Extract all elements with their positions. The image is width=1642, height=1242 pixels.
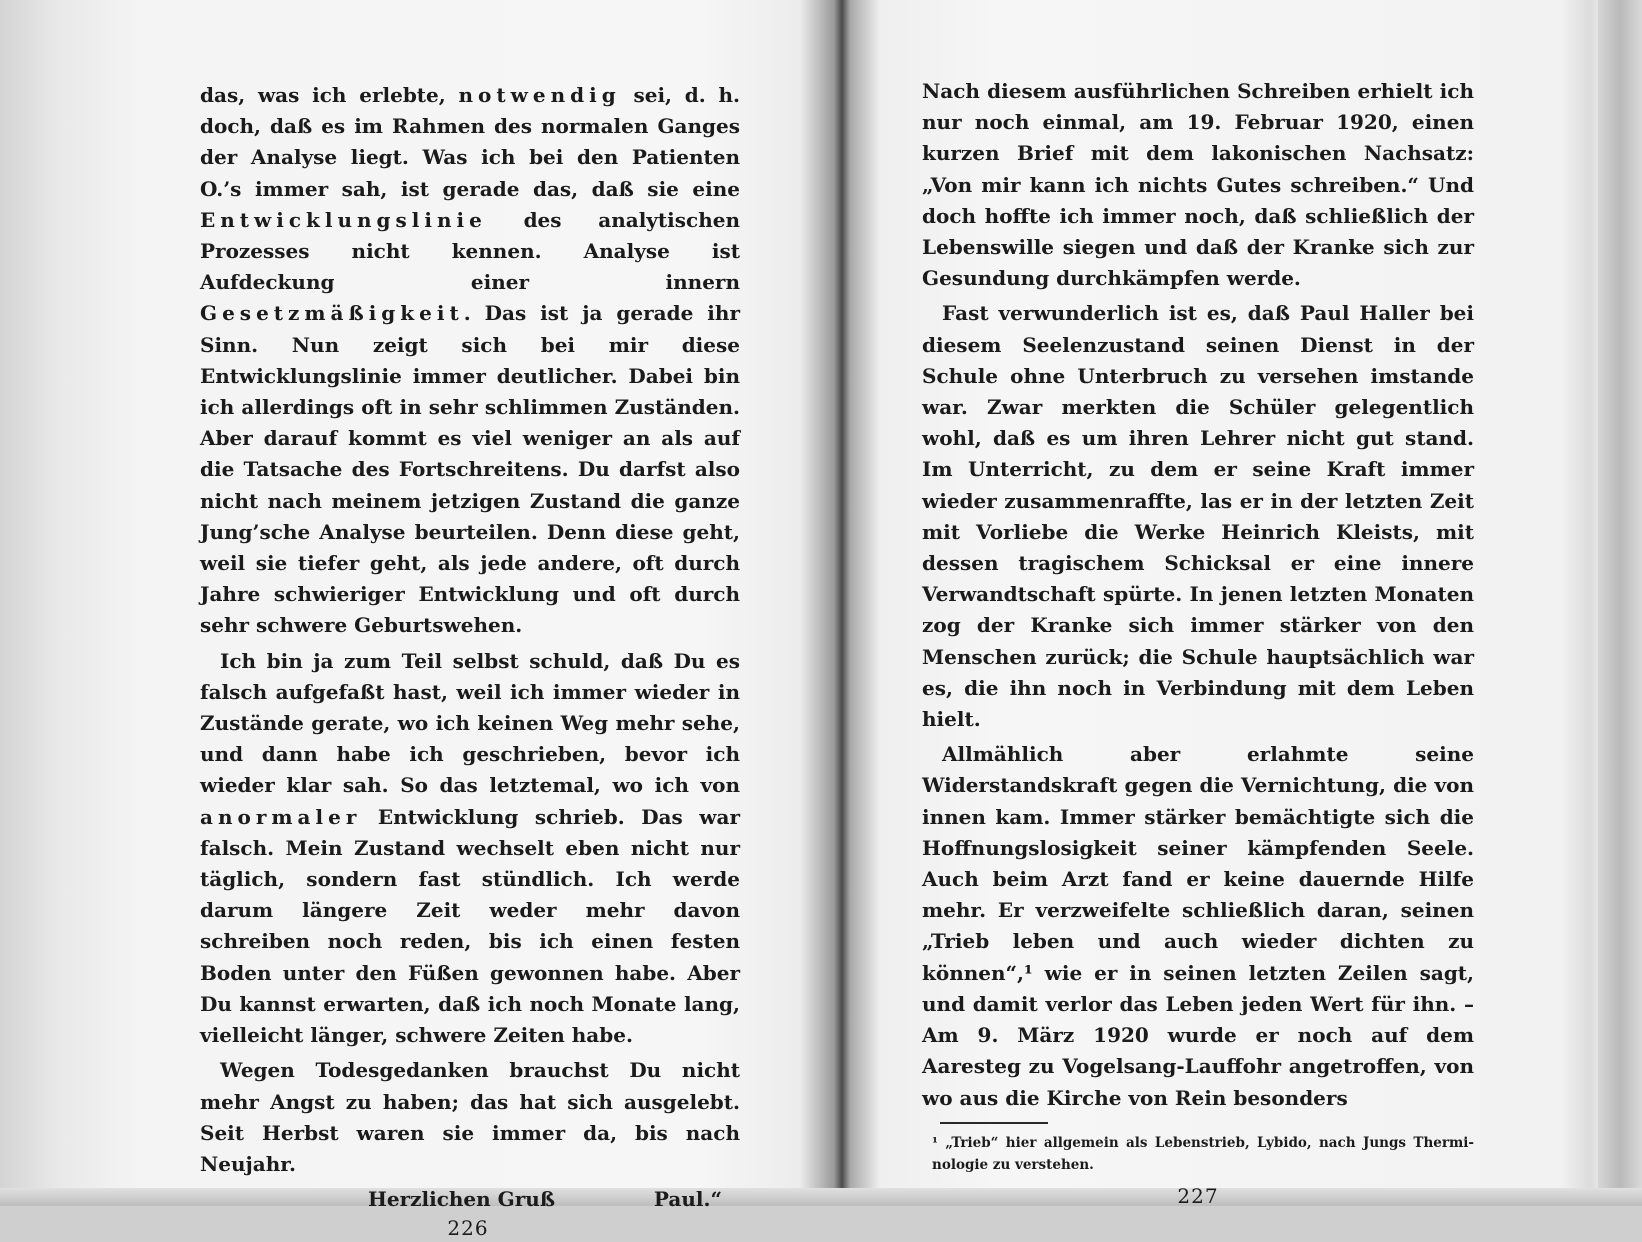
text-run: Allmählich aber erlahmte seine Widerstandskraft gegen die Vernichtung, die von innen kam. Immer stärker bemächtigte sich die Hoffnungslosigkeit seiner kämpfenden Seele. Auch beim Arzt fand er keine dauernde Hilfe mehr. Er verzweifelte schließlich daran, seinen „Trieb leben und auch wieder dichten zu können“,¹ wie er in seinen letzten Zeilen sagt, und damit verlor das Leben jeden Wert für ihn. – Am 9. März 1920 wurde er noch auf dem Aaresteg zu Vogelsang-Lauffohr angetroffen, von wo aus die Kirche von Rein besonders bbox=[922, 742, 1474, 1110]
page-number-left: 226 bbox=[447, 1216, 489, 1241]
text-run: . Das ist ja gerade ihr Sinn. Nun zeigt sich bei mir diese Entwicklungslinie immer deutlicher. Dabei bin ich allerdings oft in sehr schlimmen Zuständen. Aber darauf kommt es viel weniger an als auf die Tatsache des Fortschreitens. Du darfst also nicht nach meinem jetzigen Zustand die ganze Jung’sche Analyse beurteilen. Denn diese geht, weil sie tiefer geht, als jede andere, oft durch Jahre schwieriger Entwicklung und oft durch sehr schwere Geburtswehen. bbox=[200, 301, 740, 638]
book-fore-edge bbox=[1598, 0, 1642, 1206]
paragraph bbox=[200, 1055, 740, 1180]
text-run: des analytischen Prozesses nicht kennen. Analyse ist Aufdeckung einer innern bbox=[200, 207, 740, 295]
right-page-body bbox=[922, 76, 1474, 1114]
text-run: Entwicklung schrieb. Das war falsch. Mein Zustand wechselt eben nicht nur täglich, sondern fast stündlich. Ich werde darum längere Zeit weder mehr davon schreiben noch reden, bis ich einen festen Boden unter den Füßen gewonnen habe. Aber Du kannst erwarten, daß ich noch Monate lang, vielleicht länger, schwere Zeiten habe. bbox=[200, 804, 740, 1048]
left-page bbox=[200, 80, 740, 1242]
footnote-rule bbox=[940, 1122, 1048, 1124]
letter-closing bbox=[368, 1184, 722, 1214]
emphasized-text: anormaler bbox=[200, 804, 362, 829]
paragraph bbox=[200, 646, 740, 1052]
text-run: Fast verwunderlich ist es, daß Paul Haller bei diesem Seelenzustand seinen Dienst in der Schule ohne Unterbruch zu versehen imstande war. Zwar merkten die Schüler gelegentlich wohl, daß es um ihren Lehrer nicht gut stand. Im Unterricht, zu dem er seine Kraft immer wieder zusammenraffte, las er in der letzten Zeit mit Vorliebe die Werke Heinrich Kleists, mit dessen tragischem Schicksal er eine innere Verwandtschaft spürte. In jenen letzten Monaten zog der Kranke sich immer stärker von den Menschen zurück; die Schule hauptsächlich war es, die ihn noch in Verbindung mit dem Leben hielt. bbox=[922, 301, 1474, 732]
text-run: Nach diesem ausführlichen Schreiben erhielt ich nur noch einmal, am 19. Februar 1920, einen kurzen Brief mit dem lakonischen Nachsatz: „Von mir kann ich nichts Gutes schreiben.“ Und doch hoffte ich immer noch, daß schließlich der Lebenswille siegen und daß der Kranke sich zur Gesundung durchkämpfen werde. bbox=[922, 79, 1474, 291]
text-run: Wegen Todesgedanken brauchst Du nicht mehr Angst zu haben; das hat sich ausgelebt. Seit Herbst waren sie immer da, bis nach Neujahr. bbox=[200, 1058, 740, 1176]
closing-signature: Paul.“ bbox=[653, 1187, 722, 1212]
paragraph bbox=[200, 80, 740, 642]
page-number-right: 227 bbox=[1177, 1183, 1219, 1208]
closing-greeting: Herzlichen Gruß bbox=[368, 1187, 556, 1212]
right-page bbox=[922, 76, 1474, 1210]
paragraph bbox=[922, 298, 1474, 735]
emphasized-text: Entwicklungslinie bbox=[200, 207, 487, 232]
left-page-body bbox=[200, 80, 740, 1180]
text-run: sei, d. h. doch, daß es im Rahmen des normalen Ganges der Analyse liegt. Was ich bei den Patienten O.’s immer sah, ist gerade das, daß sie eine bbox=[200, 83, 741, 201]
paragraph bbox=[922, 739, 1474, 1113]
text-run: das, was ich erlebte, bbox=[200, 83, 459, 107]
paragraph bbox=[922, 76, 1474, 294]
emphasized-text: notwendig bbox=[458, 83, 621, 107]
footnote: ¹ „Trieb“ hier allgemein als Lebenstrieb, Lybido, nach Jungs Therminologie zu verstehen. bbox=[932, 1134, 1474, 1173]
text-run: Ich bin ja zum Teil selbst schuld, daß Du es falsch aufgefaßt hast, weil ich immer wieder in Zustände gerate, wo ich keinen Weg mehr sehe, und dann habe ich geschrieben, bevor ich wieder klar sah. So das letztemal, wo ich von bbox=[200, 648, 740, 798]
emphasized-text: Gesetzmäßigkeit bbox=[200, 301, 464, 326]
